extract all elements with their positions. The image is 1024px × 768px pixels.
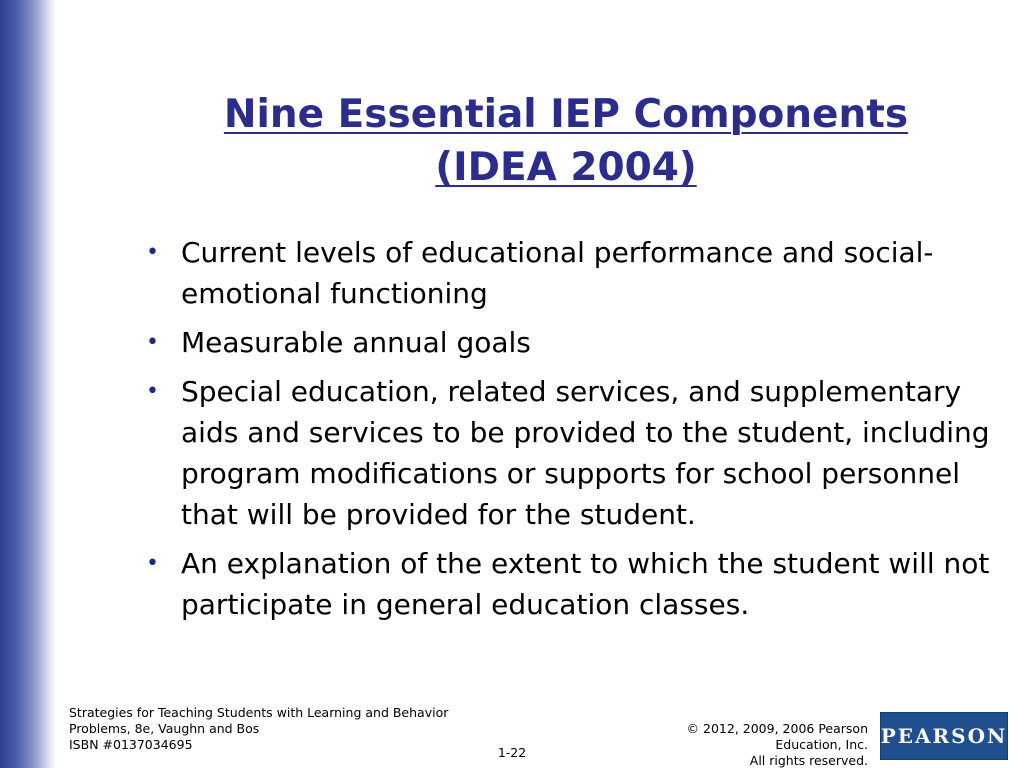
copyright-notice [660,721,868,768]
slide-title: Nine Essential IEP Components (IDEA 2004) [223,92,909,190]
bullet-icon: • [146,330,159,355]
bullet-icon: • [146,379,159,404]
isbn-line: ISBN #0137034695 [69,737,193,752]
bullet-item [144,543,1000,625]
bullet-text: Special education, related services, and supplementary aids and services to be provided to the student, including program modifications or supports for school personnel that will be provided for the student. [181,375,990,531]
bullet-text: Measurable annual goals [181,326,531,359]
bullet-text: Current levels of educational performance and social-emotional functioning [181,236,934,310]
pearson-logo-text: PEARSON [880,724,1008,748]
copyright-line: All rights reserved. [749,753,868,768]
book-edition-line: Problems, 8e, Vaughn and Bos [69,721,260,736]
book-title-line: Strategies for Teaching Students with Learning and Behavior [69,705,449,720]
book-citation [69,705,469,753]
bullet-item [144,371,1000,535]
bullet-item [144,232,1000,314]
copyright-line: © 2012, 2009, 2006 Pearson [686,721,868,736]
bullet-list [144,232,1000,633]
bullet-item [144,322,1000,363]
bullet-text: An explanation of the extent to which the student will not participate in general education classes. [181,547,990,621]
bullet-icon: • [146,551,159,576]
bullet-icon: • [146,240,159,265]
copyright-line: Education, Inc. [775,737,868,752]
side-gradient-stripe [0,0,56,768]
page-number: 1-22 [497,745,527,760]
pearson-logo [880,712,1008,760]
